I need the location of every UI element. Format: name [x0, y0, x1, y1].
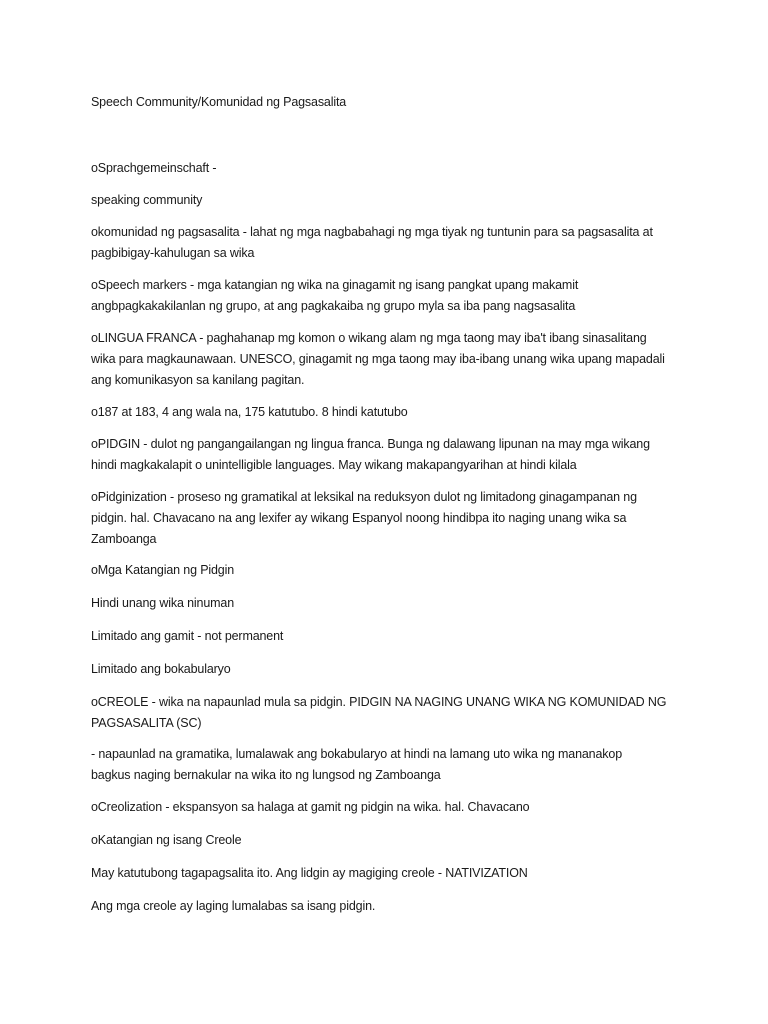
paragraph-line: May katutubong tagapagsalita ito. Ang lidgin ay magiging creole - NATIVIZATION	[91, 866, 528, 880]
paragraph-nativization	[91, 863, 691, 884]
paragraph-lingua-franca	[91, 328, 691, 391]
paragraph-line: okomunidad ng pagsasalita - lahat ng mga nagbabahagi ng mga tiyak ng tuntunin para sa pagsasalita at	[91, 225, 653, 239]
paragraph-creole	[91, 692, 691, 734]
paragraph-line: Ang mga creole ay laging lumalabas sa isang pidgin.	[91, 899, 376, 913]
paragraph-katangian-creole	[91, 830, 691, 851]
paragraph-line: oLINGUA FRANCA - paghahanap mg komon o wikang alam ng mga taong may iba't ibang sinasalitang	[91, 331, 647, 345]
paragraph-line: oMga Katangian ng Pidgin	[91, 563, 235, 577]
paragraph-napaunlad	[91, 744, 691, 786]
paragraph-line: oSprachgemeinschaft -	[91, 161, 217, 175]
title-text: Speech Community/Komunidad ng Pagsasalita	[91, 95, 347, 109]
paragraph-pidginization	[91, 487, 691, 550]
paragraph-katangian-pidgin	[91, 560, 691, 581]
paragraph-line: ang komunikasyon sa kanilang pagitan.	[91, 373, 305, 387]
paragraph-limitado-bokabularyo	[91, 659, 691, 680]
paragraph-line: o187 at 183, 4 ang wala na, 175 katutubo. 8 hindi katutubo	[91, 405, 408, 419]
paragraph-line: - napaunlad na gramatika, lumalawak ang bokabularyo at hindi na lamang uto wika ng mananakop	[91, 747, 622, 761]
document-title	[91, 92, 691, 113]
paragraph-line: PAGSASALITA (SC)	[91, 716, 202, 730]
paragraph-speech-markers	[91, 275, 691, 317]
paragraph-line: Zamboanga	[91, 532, 157, 546]
paragraph-line: bagkus naging bernakular na wika ito ng lungsod ng Zamboanga	[91, 768, 441, 782]
paragraph-line: pagbibigay-kahulugan sa wika	[91, 246, 255, 260]
paragraph-pidgin	[91, 434, 691, 476]
paragraph-line: oCreolization - ekspansyon sa halaga at gamit ng pidgin na wika. hal. Chavacano	[91, 800, 530, 814]
paragraph-speaking-community	[91, 190, 691, 211]
paragraph-line: hindi magkakalapit o unintelligible languages. May wikang makapangyarihan at hindi kilala	[91, 458, 577, 472]
paragraph-numbers	[91, 402, 691, 423]
paragraph-hindi-unang-wika	[91, 593, 691, 614]
paragraph-line: oPidginization - proseso ng gramatikal at leksikal na reduksyon dulot ng limitadong ginagampanan ng	[91, 490, 637, 504]
paragraph-line: oKatangian ng isang Creole	[91, 833, 242, 847]
paragraph-line: Limitado ang gamit - not permanent	[91, 629, 284, 643]
paragraph-line: Limitado ang bokabularyo	[91, 662, 231, 676]
paragraph-creole-pidgin	[91, 896, 691, 917]
paragraph-line: angbpagkakakilanlan ng grupo, at ang pagkakaiba ng grupo myla sa iba pang nagsasalita	[91, 299, 576, 313]
paragraph-line: oSpeech markers - mga katangian ng wika na ginagamit ng isang pangkat upang makamit	[91, 278, 579, 292]
paragraph-line: oPIDGIN - dulot ng pangangailangan ng lingua franca. Bunga ng dalawang lipunan na may mga wikang	[91, 437, 650, 451]
paragraph-creolization	[91, 797, 691, 818]
paragraph-line: pidgin. hal. Chavacano na ang lexifer ay wikang Espanyol noong hindibpa ito naging unang wika sa	[91, 511, 627, 525]
paragraph-komunidad	[91, 222, 691, 264]
paragraph-line: Hindi unang wika ninuman	[91, 596, 235, 610]
paragraph-limitado-gamit	[91, 626, 691, 647]
paragraph-line: wika para magkaunawaan. UNESCO, ginagamit ng mga taong may iba-ibang unang wika upang mapadali	[91, 352, 665, 366]
paragraph-line: speaking community	[91, 193, 203, 207]
paragraph-sprachgemeinschaft	[91, 158, 691, 179]
paragraph-line: oCREOLE - wika na napaunlad mula sa pidgin. PIDGIN NA NAGING UNANG WIKA NG KOMUNIDAD NG	[91, 695, 667, 709]
